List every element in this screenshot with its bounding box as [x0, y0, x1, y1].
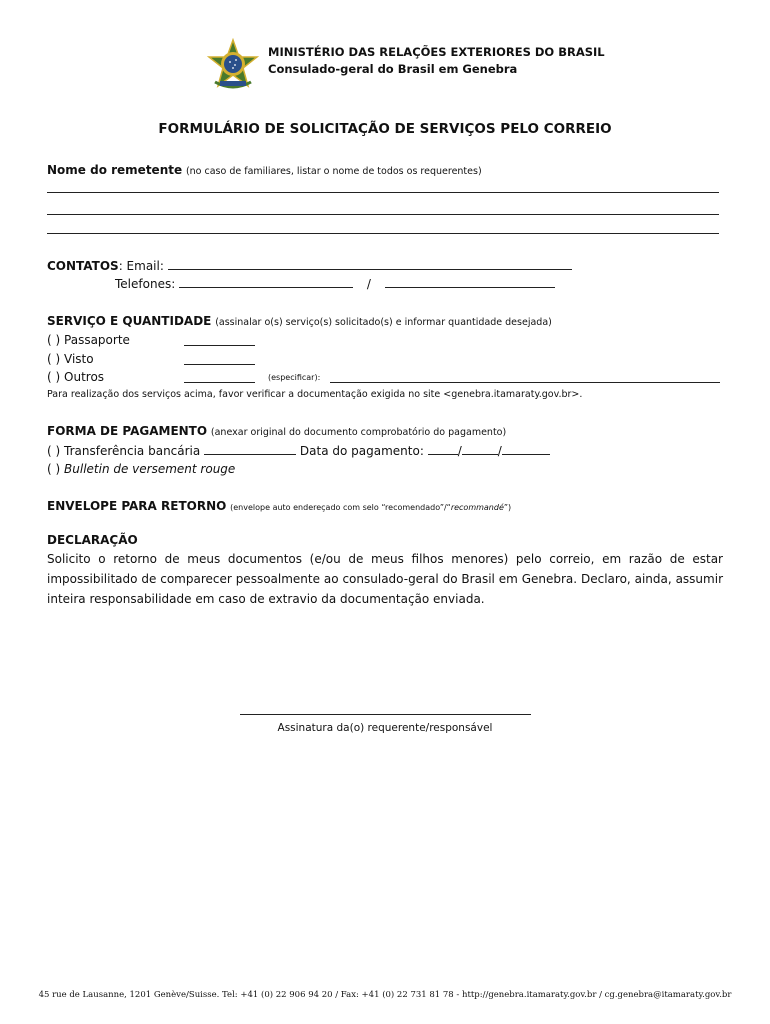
- bulletin-row: [47, 462, 235, 476]
- envelope-label: ENVELOPE PARA RETORNO: [47, 499, 227, 513]
- transfer-label: Transferência bancária: [64, 444, 201, 458]
- specify-label: (especificar):: [268, 373, 321, 382]
- ministry-name: MINISTÉRIO DAS RELAÇÕES EXTERIORES DO BRASIL: [268, 45, 605, 59]
- documentation-note: Para realização dos serviços acima, favor verificar a documentação exigida no site <genebra.itamaraty.gov.br>.: [47, 389, 583, 400]
- visa-quantity-field[interactable]: [184, 364, 255, 365]
- envelope-row: [47, 499, 511, 513]
- signature-label: Assinatura da(o) requerente/responsável: [277, 722, 493, 734]
- envelope-note: [230, 503, 511, 512]
- form-title: FORMULÁRIO DE SOLICITAÇÃO DE SERVIÇOS PELO CORREIO: [158, 121, 612, 137]
- transfer-row: [47, 443, 550, 458]
- contacts-row: [47, 258, 572, 273]
- payment-label: FORMA DE PAGAMENTO: [47, 424, 208, 438]
- services-label: SERVIÇO E QUANTIDADE: [47, 314, 212, 328]
- payment-date-year[interactable]: [502, 443, 550, 455]
- other-label: Outros: [64, 370, 105, 384]
- email-label: : Email:: [118, 259, 164, 273]
- other-specify-field[interactable]: [330, 382, 720, 383]
- sender-name-line-2[interactable]: [47, 214, 719, 215]
- phone-field-1[interactable]: [179, 276, 353, 288]
- envelope-note-italic: recommandé: [450, 503, 504, 512]
- service-item-passport: [47, 333, 130, 347]
- phone-field-2[interactable]: [385, 276, 555, 288]
- contacts-label: CONTATOS: [47, 259, 119, 273]
- payment-date-month[interactable]: [462, 443, 498, 455]
- phones-row: [115, 276, 555, 291]
- sender-name-line-1[interactable]: [47, 192, 719, 193]
- transfer-checkbox[interactable]: ( ): [47, 444, 61, 458]
- payment-note: (anexar original do documento comprobatório do pagamento): [210, 427, 507, 438]
- bulletin-label: Bulletin de versement rouge: [64, 462, 236, 476]
- visa-checkbox[interactable]: ( ): [47, 352, 61, 366]
- consulate-name: Consulado-geral do Brasil em Genebra: [268, 62, 518, 76]
- phones-separator: /: [366, 277, 371, 291]
- phones-label: Telefones:: [115, 277, 176, 291]
- declaration-label: DECLARAÇÃO: [47, 533, 138, 547]
- passport-quantity-field[interactable]: [184, 345, 255, 346]
- other-checkbox[interactable]: ( ): [47, 370, 61, 384]
- payment-date-day[interactable]: [428, 443, 458, 455]
- coat-of-arms-icon: [206, 38, 260, 92]
- payment-date-label: Data do pagamento:: [299, 444, 424, 458]
- email-field[interactable]: [168, 258, 572, 270]
- declaration-text: Solicito o retorno de meus documentos (e/ou de meus filhos menores) pelo correio, em razão de estar impossibilitado de comparecer pessoalmente ao consulado-geral do Brasil em Genebra. Declaro, ainda, assumir inteira responsabilidade em caso de extravio da documentação enviada.: [47, 552, 723, 606]
- sender-label: Nome do remetente: [47, 163, 183, 177]
- transfer-field[interactable]: [204, 443, 296, 455]
- services-note: (assinalar o(s) serviço(s) solicitado(s) e informar quantidade desejada): [215, 317, 552, 328]
- visa-label: Visto: [64, 352, 94, 366]
- envelope-note-prefix: (envelope auto endereçado com selo “recomendado”/“: [230, 503, 451, 512]
- service-item-other: [47, 370, 104, 384]
- passport-label: Passaporte: [64, 333, 130, 347]
- service-item-visa: [47, 352, 94, 366]
- payment-heading: [47, 424, 506, 438]
- services-heading: [47, 314, 552, 328]
- other-quantity-field[interactable]: [184, 382, 255, 383]
- sender-note: (no caso de familiares, listar o nome de todos os requerentes): [185, 166, 482, 177]
- date-sep-1: /: [457, 444, 462, 458]
- date-sep-2: /: [497, 444, 502, 458]
- envelope-note-suffix: ”): [503, 503, 512, 512]
- passport-checkbox[interactable]: ( ): [47, 333, 61, 347]
- sender-name-line-3[interactable]: [47, 233, 719, 234]
- footer-address: 45 rue de Lausanne, 1201 Genève/Suisse. Tel: +41 (0) 22 906 94 20 / Fax: +41 (0) 22 731 81 78 - http://genebra.itamaraty.gov.br / cg.genebra@itamaraty.gov.br: [38, 990, 732, 1000]
- signature-line[interactable]: [240, 714, 531, 715]
- bulletin-checkbox[interactable]: ( ): [47, 462, 61, 476]
- sender-section: [47, 163, 482, 177]
